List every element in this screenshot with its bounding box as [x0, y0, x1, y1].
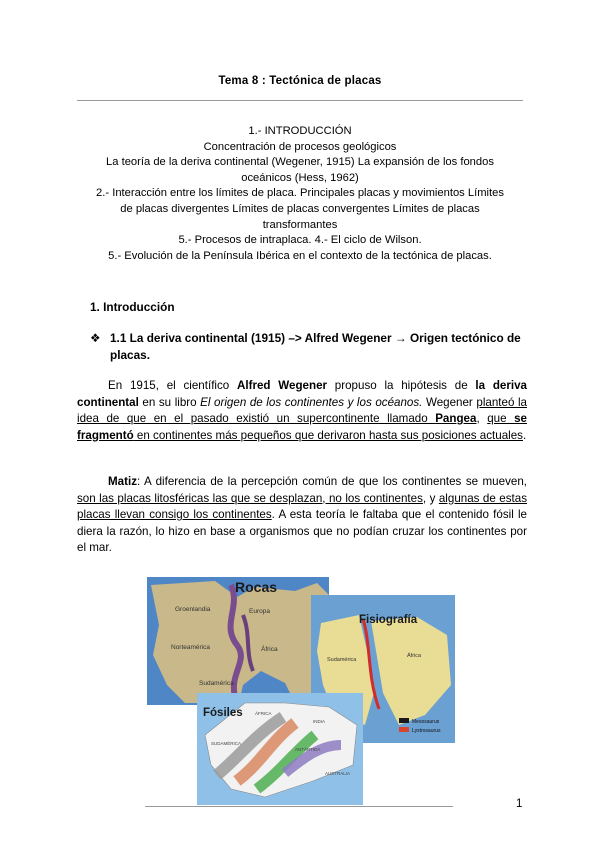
paragraph-matiz	[77, 474, 527, 557]
map-label: Groenlandia	[175, 606, 211, 613]
text-run: propuso la hipótesis de	[327, 379, 476, 392]
text-run: En 1915, el científico	[108, 379, 238, 392]
underlined-text: en continentes más pequeños que derivaron hasta sus posiciones actuales	[133, 428, 523, 442]
paragraph-wegener	[77, 378, 527, 444]
continental-drift-evidence-figure	[145, 575, 457, 805]
toc-line: 5.- Procesos de intraplaca. 4.- El ciclo de Wilson.	[178, 234, 422, 247]
bold-term: la deriva continental	[77, 379, 527, 409]
map-label: Europa	[249, 608, 270, 615]
map-label: AUSTRALIA	[325, 771, 351, 776]
map-label: INDIA	[313, 719, 326, 724]
map-label: Norteamérica	[171, 644, 211, 651]
underlined-text: son las placas litosféricas las que se desplazan, no los continentes	[77, 491, 423, 505]
rocks-panel-title: Rocas	[235, 579, 278, 595]
map-label: África	[407, 653, 422, 659]
toc-line: de placas divergentes Límites de placas convergentes Límites de placas	[120, 202, 480, 215]
legend-label: Mesosaurus	[412, 719, 440, 725]
text-run: .	[522, 428, 527, 442]
toc-line: 5.- Evolución de la Península Ibérica en el contexto de la tectónica de placas.	[108, 249, 492, 262]
bold-term: Alfred Wegener	[237, 379, 328, 392]
map-label: ANTÁRTIDA	[295, 747, 321, 752]
section-heading: 1. Introducción	[90, 300, 175, 314]
header-divider	[77, 100, 523, 101]
text-run: Wegener	[422, 395, 477, 409]
toc-line: La teoría de la deriva continental (Wegener, 1915) La expansión de los fondos	[106, 156, 494, 169]
fossils-panel	[197, 693, 363, 805]
table-of-contents	[73, 124, 527, 264]
toc-line: Concentración de procesos geológicos	[203, 140, 397, 153]
rocks-landmass	[151, 581, 329, 703]
legend-label: Lystrosaurus	[412, 728, 441, 734]
map-label: Sudamérica	[327, 657, 357, 663]
bold-underlined-term: se fragmentó	[77, 412, 527, 442]
toc-line: 2.- Interacción entre los límites de placa. Principales placas y movimientos Límites	[96, 187, 504, 200]
pangea-term: Pangea	[435, 412, 477, 426]
toc-line: 1.- INTRODUCCIÓN	[248, 125, 352, 137]
legend-swatch	[399, 718, 409, 723]
legend-swatch	[399, 727, 409, 732]
text-run: , y	[422, 491, 439, 505]
subsection-heading	[90, 330, 530, 364]
page-title: Tema 8 : Tectónica de placas	[218, 75, 382, 87]
underlined-text: planteó la idea de que en el pasado existió un supercontinente llamado	[77, 395, 528, 426]
footer-divider	[145, 806, 453, 807]
map-label: ÁFRICA	[255, 711, 272, 716]
page-number: 1	[516, 798, 523, 810]
fossils-panel-title: Fósiles	[203, 707, 243, 719]
physio-panel-title: Fisiografía	[359, 614, 418, 626]
text-run: ,	[476, 412, 488, 426]
map-label: Sudamérica	[199, 680, 234, 687]
rocks-panel	[147, 577, 329, 705]
map-label: África	[261, 646, 278, 653]
diamond-bullet-icon: ❖	[90, 331, 101, 345]
underlined-text: algunas de estas placas llevan consigo los continentes	[77, 491, 527, 522]
book-title: El origen de los continentes y los océanos.	[200, 395, 423, 409]
underlined-text: que	[487, 412, 515, 426]
toc-line: oceánicos (Hess, 1962)	[241, 171, 359, 184]
map-label: SUDAMÉRICA	[211, 741, 242, 746]
bold-term: Matiz	[108, 475, 137, 488]
toc-line: transformantes	[262, 218, 338, 231]
text-run: en su libro	[138, 395, 201, 409]
subsection-title: 1.1 La deriva continental (1915) –> Alfred Wegener → Origen tectónico de placas.	[110, 331, 521, 362]
text-run: . A esta teoría le faltaba que el contenido fósil le diera la razón, lo hizo en base a organismos que no podían cruzar los continentes por el mar.	[77, 508, 527, 555]
text-run: : A diferencia de la percepción común de que los continentes se mueven,	[136, 475, 527, 488]
